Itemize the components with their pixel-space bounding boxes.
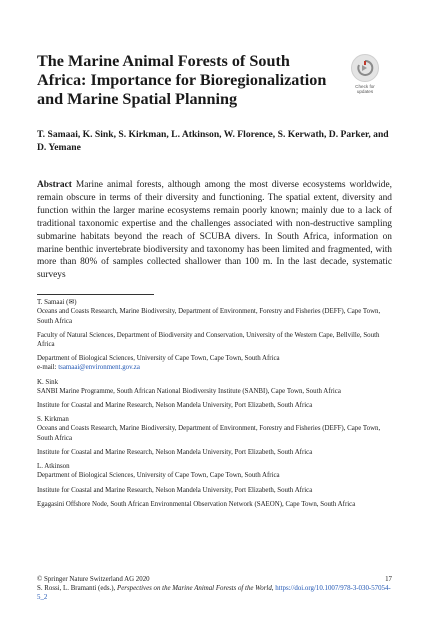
footnote-divider <box>37 294 154 295</box>
check-for-updates-badge[interactable] <box>343 54 387 94</box>
citation-book-title: Perspectives on the Marine Animal Forests of the World <box>117 585 272 593</box>
footnote-author-name: K. Sink <box>37 378 59 386</box>
footnote-samaai-aff3 <box>37 354 392 372</box>
footnote-affiliation: Institute for Coastal and Marine Research, Nelson Mandela University, Port Elizabeth, South Africa <box>37 486 313 494</box>
footnote-atkinson <box>37 462 392 480</box>
footnote-affiliation: Department of Biological Sciences, University of Cape Town, Cape Town, South Africa <box>37 472 280 480</box>
paper-page <box>37 52 392 514</box>
footnote-sink-aff2 <box>37 401 392 410</box>
footnote-affiliation: Institute for Coastal and Marine Research, Nelson Mandela University, Port Elizabeth, South Africa <box>37 448 313 456</box>
citation-line <box>37 584 392 602</box>
abstract-text: Marine animal forests, although among the most diverse ecosystems worldwide, remain obscure in terms of their diversity and functioning. The spatial extent, diversity and function within the larger marine ecosystems remain poorly known; mainly due to a lack of traditional taxonomic expertise and the challenges associated with non-destructive sampling submarine habitats beyond the reach of SCUBA divers. In South Africa, information on marine benthic invertebrate biodiversity and taxonomy has been limited and fragmented, with more than 80% of samples collected shallower than 100 m. In the last decade, systematic surveys <box>37 180 392 281</box>
email-label: e-mail: <box>37 364 59 372</box>
footnote-sink <box>37 378 392 396</box>
check-updates-icon <box>351 54 379 82</box>
abstract <box>37 179 392 282</box>
footnote-kirkman-aff2 <box>37 448 392 457</box>
check-updates-label: Check for updates <box>355 84 375 95</box>
footnotes <box>37 298 392 509</box>
footnote-author-name: L. Atkinson <box>37 463 70 471</box>
footnote-affiliation: SANBI Marine Programme, South African National Biodiversity Institute (SANBI), Cape Town, South Africa <box>37 387 341 395</box>
footnote-samaai-name <box>37 298 392 326</box>
footnote-affiliation: Department of Biological Sciences, University of Cape Town, Cape Town, South Africa <box>37 355 280 363</box>
footnote-affiliation: Oceans and Coasts Research, Marine Biodiversity, Department of Environment, Forestry and Fisheries (DEFF), Cape Town, South Africa <box>37 425 381 442</box>
abstract-label: Abstract <box>37 180 72 190</box>
footnote-atkinson-aff3 <box>37 500 392 509</box>
title-row <box>37 52 392 109</box>
footnote-kirkman <box>37 415 392 443</box>
footnote-affiliation: Faculty of Natural Sciences, Department of Biodiversity and Conservation, University of the Western Cape, Bellville, South Africa <box>37 331 380 349</box>
chapter-title: The Marine Animal Forests of South Africa: Importance for Bioregionalization and Marine Spatial Planning <box>37 52 327 108</box>
copyright-line: © Springer Nature Switzerland AG 2020 <box>37 576 150 583</box>
doi-link[interactable]: https://doi.org/10.1007/978-3-030-57054-5_2 <box>37 585 391 602</box>
footnote-affiliation: Oceans and Coasts Research, Marine Biodiversity, Department of Environment, Forestry and Fisheries (DEFF), Cape Town, South Africa <box>37 308 381 325</box>
footnote-affiliation: Egagasini Offshore Node, South African Environmental Observation Network (SAEON), Cape Town, South Africa <box>37 500 356 508</box>
citation-editors: S. Rossi, L. Bramanti (eds.), <box>37 585 118 593</box>
footnote-author-name: T. Samaai (✉) <box>37 299 77 307</box>
footnote-samaai-aff2 <box>37 331 392 349</box>
citation-separator: , <box>271 585 276 593</box>
footnote-affiliation: Institute for Coastal and Marine Research, Nelson Mandela University, Port Elizabeth, South Africa <box>37 402 313 410</box>
email-link[interactable]: tsamaai@environment.gov.za <box>58 364 140 372</box>
footnote-email-line <box>37 363 392 372</box>
footnote-atkinson-aff2 <box>37 486 392 495</box>
page-footer <box>37 575 392 603</box>
author-list: T. Samaai, K. Sink, S. Kirkman, L. Atkinson, W. Florence, S. Kerwath, D. Parker, and D. Yemane <box>37 129 389 153</box>
page-number: 17 <box>385 576 392 583</box>
footnote-author-name: S. Kirkman <box>37 416 69 424</box>
